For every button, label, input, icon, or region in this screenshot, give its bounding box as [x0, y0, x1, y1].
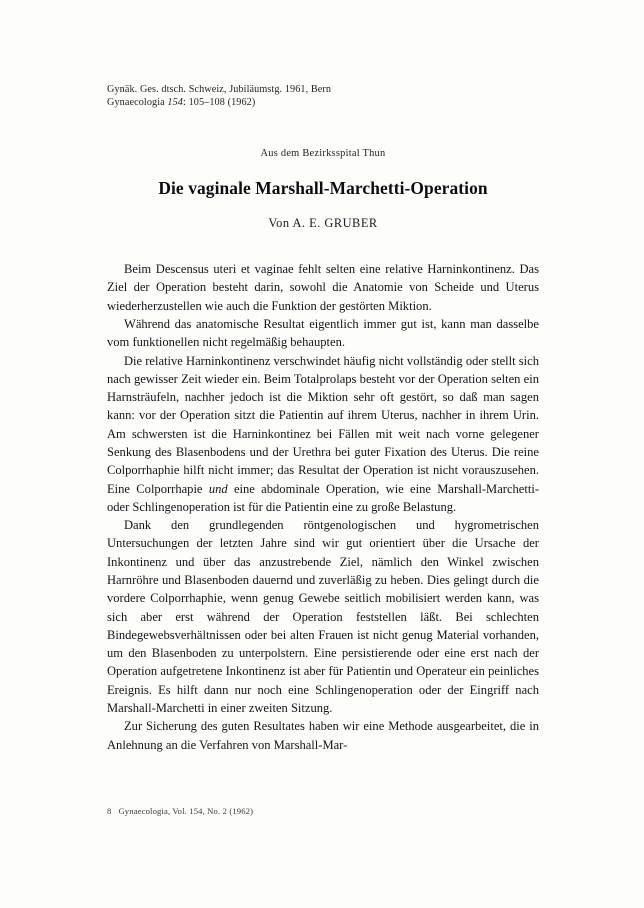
running-head-line-1: Gynäk. Ges. dtsch. Schweiz, Jubiläumstg. 1961, Bern: [107, 84, 332, 95]
paragraph: Zur Sicherung des guten Resultates haben wir eine Methode ausgearbeitet, die in Anlehnung an die Verfahren von Marshall-Mar-: [107, 719, 539, 752]
page-content: [107, 84, 539, 754]
article-body: [107, 260, 539, 754]
running-head-line-2: [107, 97, 539, 110]
paragraph: Während das anatomische Resultat eigentlich immer gut ist, kann man dasselbe vom funktionellen nicht regelmäßig behaupten.: [107, 317, 539, 350]
affiliation: Aus dem Bezirksspital Thun: [260, 148, 386, 160]
footer-citation: Gynaecologia, Vol. 154, No. 2 (1962): [118, 806, 254, 816]
paragraph: Dank den grundlegenden röntgenologischen und hygrometrischen Untersuchungen der letzten Jahre sind wir gut orientiert über die Ursache der Inkontinenz und über das anzustrebende Ziel, nämlich den Winkel zwischen Harnröhre und Blasenboden dauernd und zuverläßig zu heben. Dies gelingt durch die vordere Colporrhaphie, wenn genug Gewebe seitlich mobilisiert werden kann, was sich aber erst während der Operation feststellen läßt. Bei schlechten Bindegewebsverhältnissen oder bei alten Frauen ist nicht genug Material vorhanden, um den Blasenboden zu unterpolstern. Eine persistierende oder eine erst nach der Operation aufgetretene Inkontinenz ist aber für Patientin und Operateur ein peinliches Ereignis. Es hilft dann nur noch eine Schlingenoperation oder der Eingriff nach Marshall-Marchetti in einer zweiten Sitzung.: [107, 518, 539, 715]
volume-number: 154: [167, 96, 184, 108]
journal-name: Gynaecologia: [107, 96, 168, 108]
running-head: [107, 84, 539, 109]
signature-mark: 8: [107, 806, 112, 816]
page-footer: [107, 806, 253, 816]
byline-prefix: Von: [268, 216, 293, 231]
page-title: Die vaginale Marshall-Marchetti-Operation: [158, 178, 488, 199]
paragraph-text: Die relative Harninkontinenz verschwindet häufig nicht vollständig oder stellt sich nach gewisser Zeit wieder ein. Beim Totalprolaps besteht vor der Operation selten ein Harnsträufeln, nachher jedoch ist die Miktion sehr oft gestört, so daß man sagen kann: vor der Operation sitzt die Patientin auf ihrem Uterus, nachher in ihrem Urin. Am schwersten ist die Harninkontinez bei Fällen mit weit nach vorne gelegener Senkung des Blasenbodens und der Urethra bei guter Fixation des Uterus. Die reine Colporrhaphie hilft nicht immer; das Resultat der Operation ist nicht vorauszusehen. Eine Colporrhapie: [107, 353, 539, 496]
author-name: A. E. GRUBER: [292, 216, 378, 231]
page-range: : 105–108 (1962): [183, 96, 256, 108]
title-block: [107, 148, 539, 231]
paragraph-text: eine abdominale Operation, wie eine Marshall-Marchetti- oder Schlingenoperation ist für die Patientin eine zu große Belastung.: [107, 481, 539, 514]
byline: [107, 216, 539, 231]
paragraph: Beim Descensus uteri et vaginae fehlt selten eine relative Harninkontinenz. Das Ziel der Operation besteht darin, sowohl die Anatomie von Scheide und Uterus wiederherzustellen wie auch die Funktion der gestörten Miktion.: [107, 262, 539, 313]
emphasised-word: und: [208, 481, 228, 496]
paragraph: [107, 352, 539, 517]
